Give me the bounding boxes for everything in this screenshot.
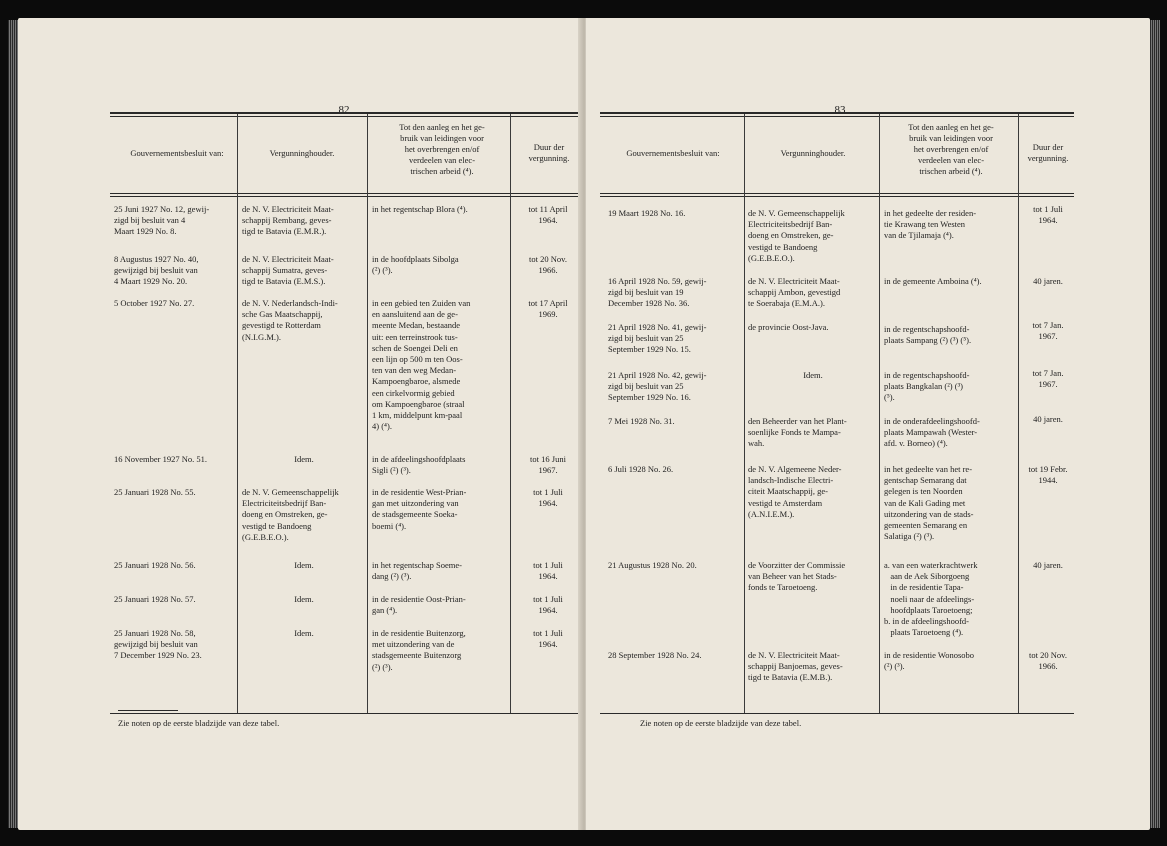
cell-leiding: a. van een waterkrachtwerk aan de Aek Siborgoeng in de residentie Tapa- noeli naar de afdeelings- hoofdplaats Taroetoeng; b. in de afdeelingshoofd- plaats Taroetoeng (⁴). [884, 560, 978, 638]
cell-leiding: in het gedeelte van het re- gentschap Semarang dat gelegen is ten Noorden van de Kali Gading met uitzondering van de stads- gemeenten Semarang en Salatiga (²) (³). [884, 464, 974, 542]
cell-houder: de N. V. Electriciteit Maat- schappij Sumatra, geves- tigd te Batavia (E.M.S.). [242, 254, 334, 287]
cell-duur: 40 jaren. [1033, 414, 1063, 424]
cell-houder: de N. V. Electriciteit Maat- schappij Ambon, gevestigd te Soerabaja (E.M.A.). [748, 276, 841, 309]
cell-besluit: 21 April 1928 No. 42, gewij- zigd bij besluit van 25 September 1929 No. 16. [608, 370, 707, 403]
cell-besluit: 28 September 1928 No. 24. [608, 650, 702, 660]
cell-leiding: in de onderafdeelingshoofd- plaats Mampawah (Wester- afd. v. Borneo) (⁴). [884, 416, 980, 449]
cell-leiding: in het regentschap Soeme- dang (²) (³). [372, 560, 462, 582]
header-rule-bottom-2 [110, 196, 588, 197]
cell-leiding: in de residentie Oost-Prian- gan (⁴). [372, 594, 466, 616]
cell-duur: tot 19 Febr. 1944. [1028, 464, 1068, 486]
cell-duur: tot 1 Juli 1964. [533, 628, 563, 650]
cell-besluit: 25 Januari 1928 No. 55. [114, 487, 196, 497]
column-header-leiding: Tot den aanleg en het ge- bruik van leidingen voor het overbrengen en/of verdeelen van elec- trischen arbeid (⁴). [908, 122, 994, 176]
cell-duur: 40 jaren. [1033, 276, 1063, 286]
left-page [18, 18, 584, 830]
column-divider [510, 114, 511, 714]
cell-besluit: 8 Augustus 1927 No. 40, gewijzigd bij besluit van 4 Maart 1929 No. 20. [114, 254, 199, 287]
cell-houder: de N. V. Gemeenschappelijk Electriciteitsbedrijf Ban- doeng en Omstreken, ge- vestigd te Bandoeng (G.E.B.E.O.). [748, 208, 845, 263]
footnote: Zie noten op de eerste bladzijde van deze tabel. [640, 718, 802, 728]
cell-houder: Idem. [294, 454, 314, 464]
cell-duur: tot 1 Juli 1964. [533, 487, 563, 509]
cell-leiding: in de gemeente Amboina (⁴). [884, 276, 982, 286]
column-divider [237, 114, 238, 714]
table-bottom-rule [110, 713, 588, 714]
cell-duur: tot 1 Juli 1964. [1033, 204, 1063, 226]
cell-leiding: in de afdeelingshoofdplaats Sigli (²) (³). [372, 454, 466, 476]
cell-houder: de N. V. Algemeene Neder- landsch-Indische Electri- citeit Maatschappij, ge- vestigd te Amsterdam (A.N.I.E.M.). [748, 464, 842, 519]
book-edge-left [8, 20, 18, 828]
header-rule-top-2 [110, 116, 588, 117]
cell-besluit: 16 April 1928 No. 59, gewij- zigd bij besluit van 19 December 1928 No. 36. [608, 276, 707, 309]
header-rule-top [110, 112, 588, 114]
cell-duur: tot 16 Juni 1967. [530, 454, 566, 476]
cell-besluit: 6 Juli 1928 No. 26. [608, 464, 674, 474]
cell-duur: tot 11 April 1964. [528, 204, 568, 226]
cell-houder: de N. V. Gemeenschappelijk Electriciteitsbedrijf Ban- doeng en Omstreken, ge- vestigd te Bandoeng (G.E.B.E.O.). [242, 487, 339, 542]
cell-duur: 40 jaren. [1033, 560, 1063, 570]
cell-duur: tot 7 Jan. 1967. [1032, 368, 1064, 390]
cell-leiding: in het gedeelte der residen- tie Krawang ten Westen van de Tjilamaja (⁴). [884, 208, 977, 241]
cell-houder: de Voorzitter der Commissie van Beheer van het Stads- fonds te Taroetoeng. [748, 560, 846, 593]
cell-duur: tot 1 Juli 1964. [533, 560, 563, 582]
column-divider [879, 114, 880, 714]
page-number: 82 [338, 104, 350, 116]
cell-houder: de N. V. Electriciteit Maat- schappij Rembang, geves- tigd te Batavia (E.M.R.). [242, 204, 334, 237]
cell-leiding: in de residentie Buitenzorg, met uitzondering van de stadsgemeente Buitenzorg (²) (³). [372, 628, 466, 672]
table-bottom-rule [600, 713, 1074, 714]
cell-duur: tot 7 Jan. 1967. [1032, 320, 1064, 342]
cell-houder: Idem. [294, 594, 314, 604]
cell-besluit: 25 Januari 1928 No. 56. [114, 560, 196, 570]
cell-houder: de provincie Oost-Java. [748, 322, 829, 332]
cell-leiding: in de residentie Wonosobo (²) (³). [884, 650, 975, 672]
cell-leiding: in het regentschap Blora (⁴). [372, 204, 468, 214]
header-rule-bottom [600, 193, 1074, 194]
cell-leiding: in een gebied ten Zuiden van en aansluitend aan de ge- meente Medan, bestaande uit: een terreinstrook tus- schen de Soengei Deli en een lijn op 500 m ten Oos- ten van den weg Medan- Kampoengbaroe, alsmede een cirkelvormig gebied om Kampoengbaroe (straal 1 km, middelpunt km-paal 4) (⁴). [372, 298, 471, 432]
page-number: 83 [834, 104, 846, 116]
cell-duur: tot 20 Nov. 1966. [529, 254, 567, 276]
cell-houder: den Beheerder van het Plant- soenlijke Fonds te Mampa- wah. [748, 416, 847, 449]
column-divider [744, 114, 745, 714]
header-rule-top [600, 112, 1074, 114]
cell-houder: Idem. [294, 560, 314, 570]
header-rule-bottom-2 [600, 196, 1074, 197]
column-divider [367, 114, 368, 714]
column-header-houder: Vergunninghouder. [269, 148, 335, 158]
column-header-duur: Duur der vergunning. [528, 142, 570, 163]
right-page [586, 18, 1150, 830]
book-edge-right [1150, 20, 1160, 828]
cell-leiding: in de regentschapshoofd- plaats Sampang (²) (³) (⁵). [884, 324, 972, 346]
cell-leiding: in de residentie West-Prian- gan met uitzondering van de stadsgemeente Soeka- boemi (⁴). [372, 487, 467, 531]
cell-besluit: 7 Mei 1928 No. 31. [608, 416, 675, 426]
cell-besluit: 25 Januari 1928 No. 57. [114, 594, 196, 604]
cell-besluit: 19 Maart 1928 No. 16. [608, 208, 686, 218]
footnote-rule [118, 710, 178, 711]
cell-duur: tot 20 Nov. 1966. [1029, 650, 1067, 672]
cell-duur: tot 1 Juli 1964. [533, 594, 563, 616]
cell-houder: de N. V. Nederlandsch-Indi- sche Gas Maatschappij, gevestigd te Rotterdam (N.I.G.M.). [242, 298, 338, 342]
cell-houder: Idem. [803, 370, 823, 380]
cell-besluit: 21 Augustus 1928 No. 20. [608, 560, 697, 570]
cell-houder: de N. V. Electriciteit Maat- schappij Banjoemas, geves- tigd te Batavia (E.M.B.). [748, 650, 843, 683]
column-header-duur: Duur der vergunning. [1027, 142, 1069, 163]
cell-besluit: 21 April 1928 No. 41, gewij- zigd bij besluit van 25 September 1929 No. 15. [608, 322, 707, 355]
cell-besluit: 16 November 1927 No. 51. [114, 454, 208, 464]
cell-besluit: 25 Januari 1928 No. 58, gewijzigd bij besluit van 7 December 1929 No. 23. [114, 628, 202, 661]
column-divider [1018, 114, 1019, 714]
footnote: Zie noten op de eerste bladzijde van deze tabel. [118, 718, 280, 728]
cell-leiding: in de regentschapshoofd- plaats Bangkalan (²) (³) (⁵). [884, 370, 970, 403]
header-rule-top-2 [600, 116, 1074, 117]
header-rule-bottom [110, 193, 588, 194]
cell-leiding: in de hoofdplaats Sibolga (²) (³). [372, 254, 459, 276]
column-header-houder: Vergunninghouder. [780, 148, 846, 158]
column-header-besluit: Gouvernementsbesluit van: [130, 148, 224, 158]
column-header-leiding: Tot den aanleg en het ge- bruik van leidingen voor het overbrengen en/of verdeelen van elec- trischen arbeid (⁴). [399, 122, 485, 176]
cell-duur: tot 17 April 1969. [528, 298, 568, 320]
cell-besluit: 5 October 1927 No. 27. [114, 298, 195, 308]
cell-houder: Idem. [294, 628, 314, 638]
column-header-besluit: Gouvernementsbesluit van: [626, 148, 720, 158]
cell-besluit: 25 Juni 1927 No. 12, gewij- zigd bij besluit van 4 Maart 1929 No. 8. [114, 204, 210, 237]
